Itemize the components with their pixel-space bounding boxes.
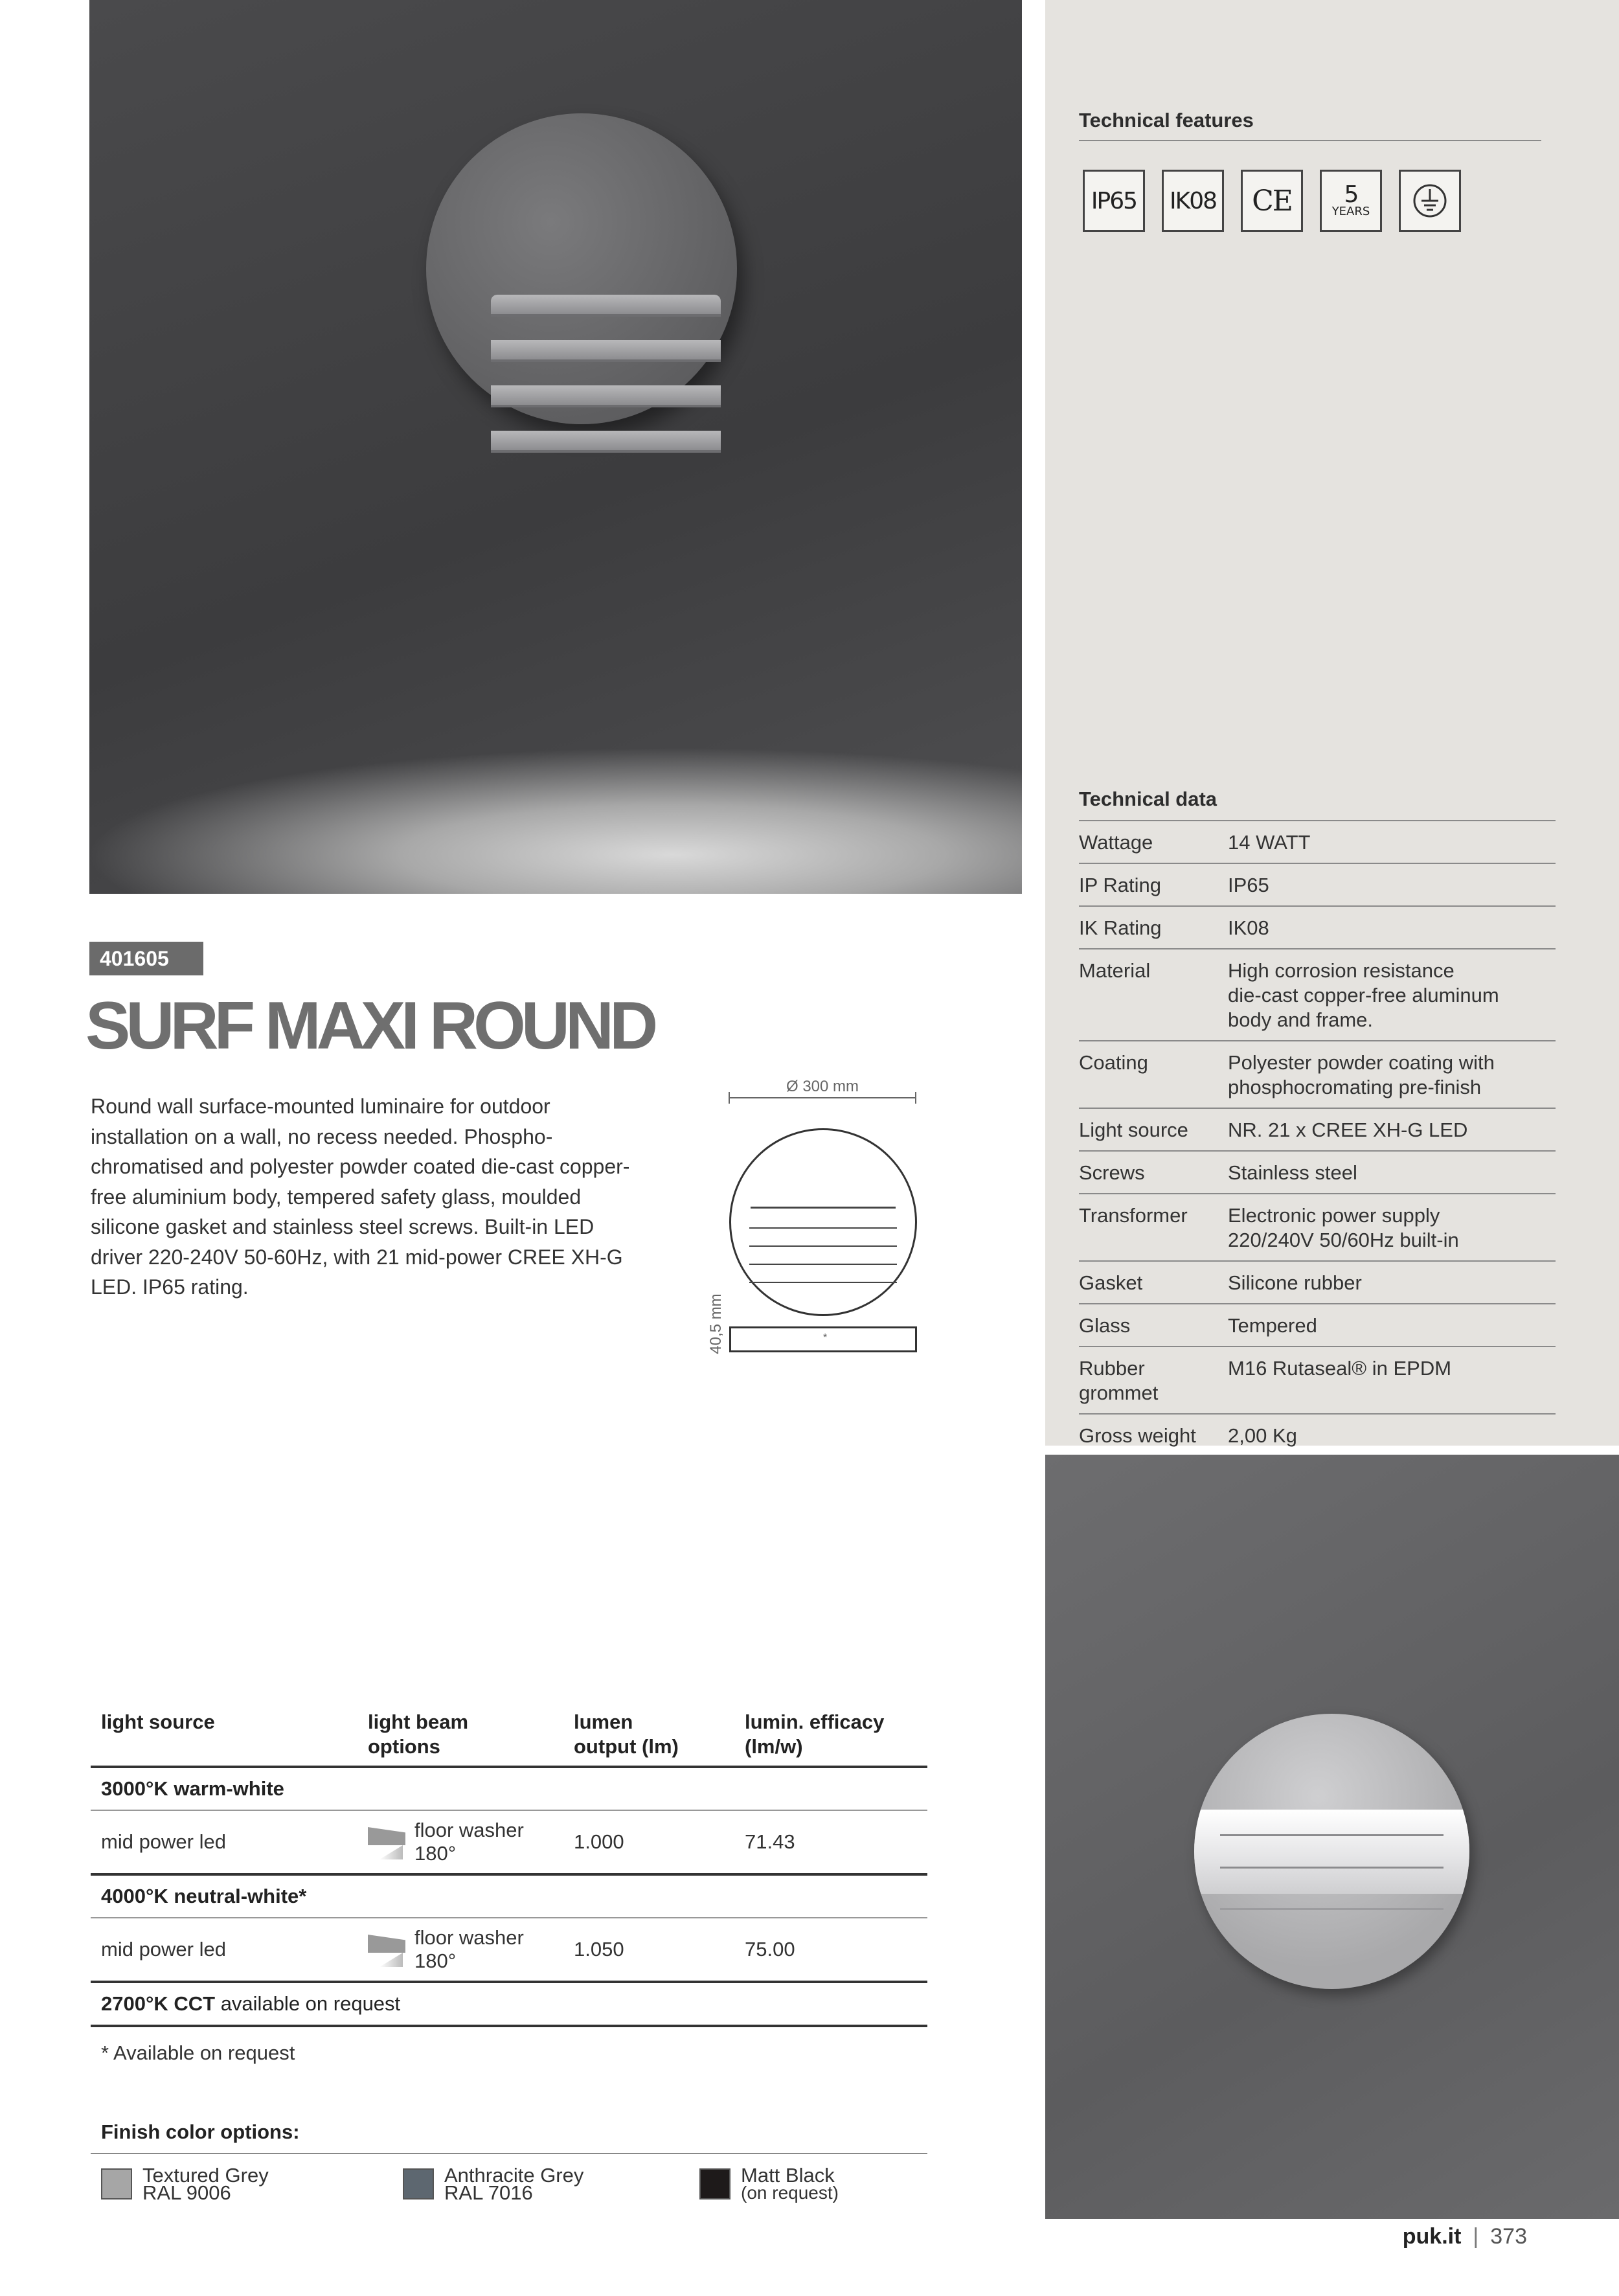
- tech-value: High corrosion resistance die-cast copper-free aluminum body and frame.: [1228, 959, 1499, 1031]
- tech-value: 2,00 Kg: [1228, 1424, 1297, 1447]
- front-view-drawing: [729, 1128, 917, 1316]
- technical-features-heading: Technical features: [1079, 109, 1254, 131]
- floor-washer-icon: [368, 1935, 405, 1964]
- site-link[interactable]: puk.it: [1402, 2224, 1462, 2249]
- product-title: SURF MAXI ROUND: [85, 988, 654, 1063]
- technical-panel: [1045, 0, 1619, 1446]
- tech-key: Coating: [1079, 1051, 1148, 1074]
- technical-data-heading: Technical data: [1079, 788, 1217, 810]
- tech-row: [1079, 1108, 1556, 1150]
- tech-value: Electronic power supply 220/240V 50/60Hz built-in: [1228, 1204, 1459, 1251]
- tech-key: Light source: [1079, 1119, 1188, 1141]
- finish-options-heading: Finish color options:: [101, 2120, 300, 2143]
- product-code-badge: 401605: [89, 942, 203, 975]
- tech-value: Tempered: [1228, 1314, 1317, 1337]
- table-row: mid power led floor washer 180° 1.050 75.00: [91, 1918, 927, 1983]
- finish-option: Anthracite Grey RAL 7016: [403, 2166, 583, 2201]
- color-swatch: [101, 2168, 132, 2199]
- floor-washer-icon: [368, 1827, 405, 1857]
- section-3000k: 3000°K warm-white: [91, 1768, 927, 1811]
- tech-row: [1079, 1346, 1556, 1413]
- table-row: mid power led floor washer 180° 1.000 71.43: [91, 1811, 927, 1876]
- table-header: light source light beam options lumen output (lm) lumin. efficacy (lm/w): [91, 1710, 927, 1768]
- tech-key: Rubber grommet: [1079, 1357, 1159, 1404]
- tech-key: IK Rating: [1079, 916, 1162, 939]
- tech-row: [1079, 820, 1556, 863]
- ik08-icon: IK08: [1162, 170, 1224, 232]
- product-photo-lit: [1045, 1455, 1619, 2219]
- tech-row: [1079, 1040, 1556, 1108]
- divider: [1079, 140, 1541, 141]
- tech-row: [1079, 1260, 1556, 1303]
- cct-note: 2700°K CCT available on request: [91, 1983, 927, 2027]
- ip65-icon: IP65: [1083, 170, 1145, 232]
- technical-data-table: [1079, 820, 1556, 1457]
- ground-symbol-icon: [1399, 170, 1461, 232]
- color-swatch: [403, 2168, 434, 2199]
- tech-key: Gasket: [1079, 1271, 1143, 1294]
- tech-value: IK08: [1228, 916, 1269, 939]
- side-view-drawing: *: [729, 1326, 917, 1352]
- color-swatch: [699, 2168, 730, 2199]
- tech-key: Wattage: [1079, 831, 1153, 854]
- tech-key: Glass: [1079, 1314, 1131, 1337]
- tech-key: Gross weight: [1079, 1424, 1196, 1447]
- section-4000k: 4000°K neutral-white*: [91, 1876, 927, 1918]
- finish-option: Textured Grey RAL 9006: [101, 2166, 269, 2201]
- divider: [91, 2153, 927, 2154]
- tech-value: Silicone rubber: [1228, 1271, 1362, 1294]
- tech-value: 14 WATT: [1228, 831, 1311, 854]
- product-description: Round wall surface-mounted luminaire for outdoor installation on a wall, no recess needed. Phospho-chromatised and polyester powder coated die-cast copper-free aluminium body, tempered safety glass, moulded silicone gasket and stainless steel screws. Built-in LED driver 220-240V 50-60Hz, with 21 mid-power CREE XH-G LED. IP65 rating.: [91, 1095, 630, 1299]
- tech-value: M16 Rutaseal® in EPDM: [1228, 1357, 1452, 1380]
- page-footer: puk.it | 373: [1402, 2224, 1527, 2249]
- tech-value: Stainless steel: [1228, 1161, 1357, 1184]
- warranty-5-years-icon: 5 YEARS: [1320, 170, 1382, 232]
- page-number: 373: [1490, 2224, 1527, 2249]
- product-photo-main: [89, 0, 1022, 894]
- tech-row: [1079, 1303, 1556, 1346]
- ce-mark-icon: CE: [1241, 170, 1303, 232]
- certification-badges: [1083, 170, 1461, 232]
- performance-table: [91, 1710, 927, 2065]
- luminaire-image: [426, 113, 737, 424]
- tech-value: IP65: [1228, 874, 1269, 896]
- tech-row: [1079, 1413, 1556, 1457]
- luminaire-lit-image: [1194, 1714, 1469, 1989]
- louver-opening: [491, 295, 721, 489]
- tech-key: IP Rating: [1079, 874, 1161, 896]
- tech-row: [1079, 1150, 1556, 1193]
- tech-key: Screws: [1079, 1161, 1145, 1184]
- finish-option: Matt Black (on request): [699, 2166, 839, 2201]
- availability-footnote: * Available on request: [101, 2041, 295, 2064]
- depth-dimension: 40,5 mm: [707, 1293, 725, 1354]
- tech-value: Polyester powder coating with phosphocromating pre-finish: [1228, 1051, 1495, 1098]
- tech-row: [1079, 948, 1556, 1040]
- diameter-dimension: Ø 300 mm: [786, 1078, 859, 1095]
- dimension-line: [729, 1097, 916, 1098]
- tech-key: Transformer: [1079, 1204, 1188, 1227]
- tech-value: NR. 21 x CREE XH-G LED: [1228, 1119, 1468, 1141]
- tech-row: [1079, 863, 1556, 905]
- tech-row: [1079, 905, 1556, 948]
- tech-row: [1079, 1193, 1556, 1260]
- tech-key: Material: [1079, 959, 1151, 982]
